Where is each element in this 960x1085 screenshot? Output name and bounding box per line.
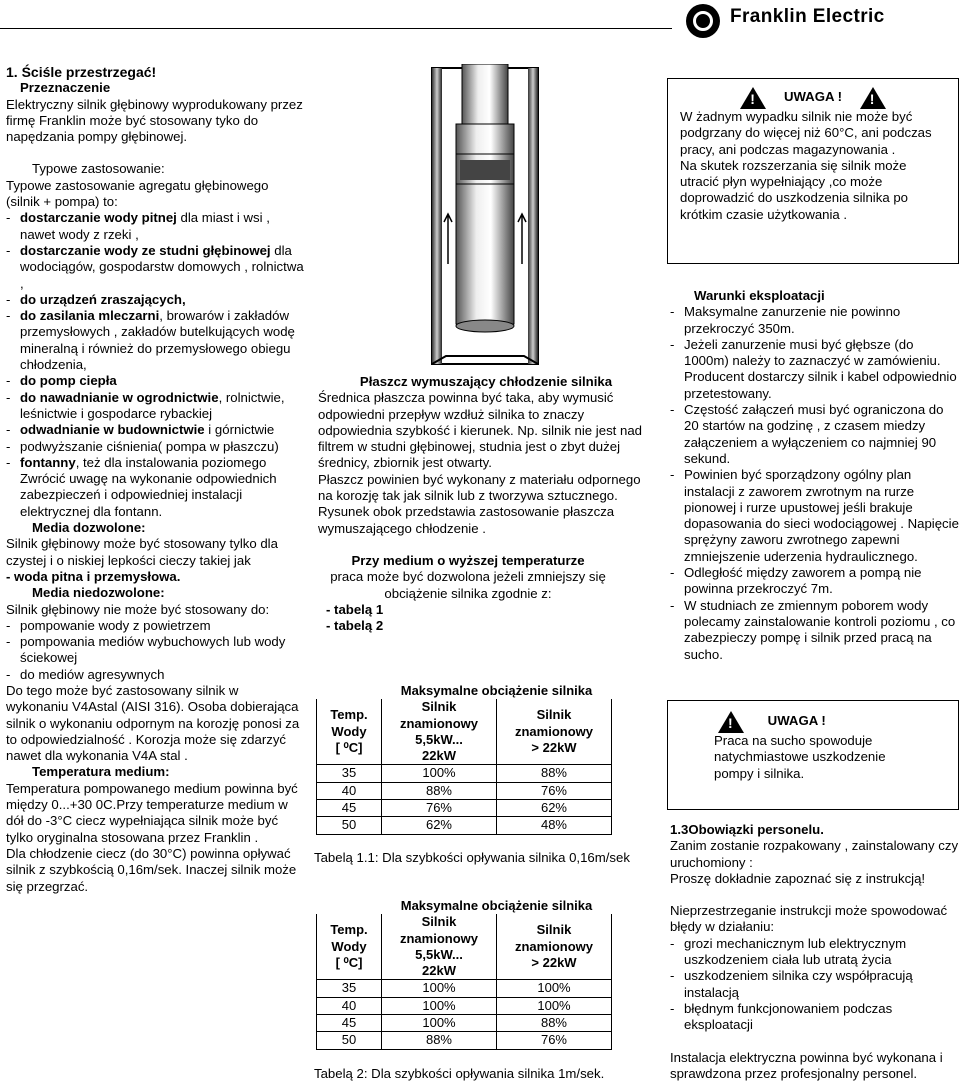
table-1-unit-label: [ ⁰C] [335, 740, 363, 756]
table-cell: 100% [382, 765, 497, 782]
table-cell: 35 [317, 980, 382, 997]
table-2 [316, 898, 612, 1050]
warunki-title: Warunki eksploatacji [694, 288, 825, 303]
personnel-section [670, 822, 960, 1082]
table-2-caption: Tabelą 2: Dla szybkości opływania silnika 1m/sek. [314, 1066, 605, 1081]
warning-box-dry-run [667, 700, 959, 810]
bledy-list [670, 936, 960, 1034]
table-row [317, 817, 612, 834]
table-row [317, 1015, 612, 1032]
table-1-col2-b: znamionowy [399, 715, 478, 731]
dozwolone-bold: - woda pitna i przemysłowa. [6, 568, 181, 584]
column-right [670, 288, 960, 663]
table-cell: 62% [496, 800, 611, 817]
list-item: - Powinien być sporządzony ogólny plan instalacji z zaworem zwrotnym na rurze pionowej i rurze upustowej jeśli brakuje dopasowania do sieci wodociągowej . Napięcie sprężyny zaworu zwrotnego zapewni zmniejszenie uderzenia hydraulicznego. [670, 467, 959, 564]
obowiazki-text-2: Proszę dokładnie zapoznać się z instrukcją! [670, 870, 926, 886]
table-cell: 50 [317, 817, 382, 834]
list-item: - pompowanie wody z powietrzem [6, 617, 211, 633]
warning-title: UWAGA ! [783, 89, 843, 105]
table-1-col2-d: 22kW [422, 748, 456, 764]
niedozwolone-list [6, 618, 304, 683]
table-cell: 45 [317, 800, 382, 817]
table-cell: 62% [382, 817, 497, 834]
tab2-ref: - tabelą 2 [326, 618, 384, 634]
table-2-col3-b: znamionowy [514, 938, 593, 954]
table-cell: 100% [382, 997, 497, 1014]
table-2-col2-c: 5,5kW... [415, 946, 463, 962]
uses-list [6, 210, 304, 471]
franklin-electric-logo [686, 4, 958, 40]
warning-icon: ! [740, 87, 766, 109]
table-cell: 48% [496, 817, 611, 834]
shroud-text-3: Rysunek obok przedstawia zastosowanie płaszcza wymuszającego chłodzenie . [318, 504, 615, 536]
table-cell: 88% [496, 765, 611, 782]
table-row [317, 997, 612, 1014]
list-item: - błędnym funkcjonowaniem podczas eksploatacji [670, 1000, 893, 1033]
table-1-col2-a: Silnik [421, 699, 457, 715]
warning-box-heat [667, 78, 959, 264]
shroud-text-2: Płaszcz powinien być wykonany z materiału odpornego na korozję tak jak silnik lub z tworzywa sztucznego. [318, 471, 641, 504]
column-left [6, 64, 304, 895]
table-2-header-max: Maksymalne obciążenie silnika [400, 898, 593, 913]
dozwolone-text: Silnik głębinowy może być stosowany tylko dla czystej i o niskiej lepkości cieczy takiej jak [6, 536, 278, 568]
list-item: - dostarczanie wody pitnej dla miast i wsi , nawet wody z rzeki , [6, 210, 270, 242]
shroud-title: Płaszcz wymuszający chłodzenie silnika [359, 374, 613, 389]
table-1-water-label: Wody [331, 723, 367, 739]
logo-text: Franklin Electric [730, 6, 885, 27]
table-1-col2-c: 5,5kW... [415, 731, 463, 747]
table-cell: 88% [382, 782, 497, 799]
table-1-temp-label: Temp. [330, 707, 368, 723]
list-item: - do nawadnianie w ogrodnictwie, rolnictwie, leśnictwie i gospodarce rybackiej [6, 389, 285, 421]
niedozwolone-intro: Silnik głębinowy nie może być stosowany do: [6, 601, 270, 617]
przeznaczenie-title: Przeznaczenie [20, 80, 111, 96]
list-item: - do urządzeń zraszających, [6, 291, 186, 307]
table-2-col2-d: 22kW [422, 963, 456, 979]
table-cell: 100% [382, 980, 497, 997]
table-cell: 50 [317, 1032, 382, 1049]
warning-text-2: Na skutek rozszerzania się silnik może utracić płyn wypełniający ,co może doprowadzić do uszkodzenia silnika po krótkim czasie użytkowania . [680, 157, 908, 222]
table-cell: 35 [317, 765, 382, 782]
table-row [317, 800, 612, 817]
table-row [317, 765, 612, 782]
table-cell: 100% [382, 1015, 497, 1032]
temp-title: Temperatura medium: [32, 764, 170, 780]
table-row [317, 782, 612, 799]
obowiazki-title: 1.3Obowiązki personelu. [670, 822, 824, 837]
przeznaczenie-text: Elektryczny silnik głębinowy wyprodukowany przez firmę Franklin może być stosowany tyko do napędzania pompy głębinowej. [6, 96, 303, 145]
bledy-intro: Nieprzestrzeganie instrukcji może spowodować błędy w działaniu: [670, 903, 948, 935]
table-1-caption: Tabelą 1.1: Dla szybkości opływania silnika 0,16m/sek [314, 850, 630, 865]
table-cell: 100% [496, 980, 611, 997]
temp-text: Temperatura pompowanego medium powinna być między 0...+30 0C.Przy temperaturze medium w dół do -3°C ciecz wypełniająca silnik może być tylko oryginalna stosowana przez Franklin . [6, 780, 298, 845]
table-cell: 76% [496, 1032, 611, 1049]
typowe-intro: Typowe zastosowanie agregatu głębinowego (silnik + pompa) to: [6, 177, 269, 210]
column-middle [318, 374, 654, 634]
table-2-water-label: Wody [331, 938, 367, 954]
table-cell: 45 [317, 1015, 382, 1032]
list-item: - Maksymalne zanurzenie nie powinno przekroczyć 350m. [670, 304, 901, 336]
logo-mark-icon [686, 4, 720, 38]
table-cell: 76% [496, 782, 611, 799]
list-item: - Częstość załączeń musi być ograniczona do 20 startów na godzinę , z czasem miedzy załączeniem a wyłączeniem co najmniej 90 sekund. [670, 402, 944, 466]
table-row [317, 1032, 612, 1049]
warning-title: UWAGA ! [767, 713, 826, 729]
table-1-col3-b: znamionowy [514, 723, 593, 739]
table-1-col3-c: > 22kW [531, 740, 577, 756]
table-cell: 100% [496, 997, 611, 1014]
warning-icon: ! [718, 711, 744, 733]
list-item: - dostarczanie wody ze studni głębinowej dla wodociągów, gospodarstw domowych , rolnictwa , [6, 242, 304, 291]
warning-icon: ! [860, 87, 886, 109]
list-item: - do pomp ciepła [6, 373, 117, 389]
table-2-col3-c: > 22kW [531, 955, 577, 971]
table-cell: 88% [382, 1032, 497, 1049]
hightemp-text: praca może być dozwolona jeżeli zmniejszy się obciążenie silnika zgodnie z: [330, 569, 606, 601]
list-item: - fontanny, też dla instalowania poziomego [6, 454, 267, 470]
table-2-col2-b: znamionowy [399, 930, 478, 946]
table-1-header-max: Maksymalne obciążenie silnika [400, 683, 593, 698]
niedozwolone-title: Media niedozwolone: [32, 585, 165, 601]
list-item: - uszkodzeniem silnika czy współpracują instalacją [670, 968, 913, 1000]
warunki-list [670, 304, 960, 663]
v4a-text: Do tego może być zastosowany silnik w wykonaniu V4Astal (AISI 316). Osoba dobierająca silnik o wykonaniu odpornym na korozję ponosi za to odpowiedzialność . Korozja może się zdarzyć nawet dla wykonania V4A stal . [6, 682, 300, 764]
table-cell: 88% [496, 1015, 611, 1032]
list-item: - do zasilania mleczarni, browarów i zakładów przemysłowych , zakładów butelkujących wodę mineralną i również do przemysłowego obiegu chłodzenia, [6, 308, 295, 373]
fontanny-note: Zwrócić uwagę na wykonanie odpowiednich zabezpieczeń i odpowiedniej instalacji elektrycznej dla fontann. [20, 471, 277, 519]
header-rule [0, 28, 672, 29]
table-1-col3-a: Silnik [536, 707, 572, 723]
table-2-col3-a: Silnik [536, 922, 572, 938]
table-2-unit-label: [ ⁰C] [335, 955, 363, 971]
shroud-text: Średnica płaszcza powinna być taka, aby wymusić odpowiedni przepływ wzdłuż silnika to znaczy odpowiednia szybkość i kierunek. Np. silnik nie jest nad filtrem w studni głębinowej, studnia jest o zbyt dużej średnicy, zbiornik jest otwarty. [318, 390, 642, 471]
list-item: - Odległość między zaworem a pompą nie powinna przekroczyć 7m. [670, 565, 922, 597]
warning-text: W żadnym wypadku silnik nie może być podgrzany do więcej niż 60°C, ani podczas pracy, ani podczas magazynowania . [680, 109, 932, 157]
dozwolone-title: Media dozwolone: [32, 520, 146, 536]
shroud-illustration [426, 64, 544, 370]
section-heading: 1. Ściśle przestrzegać! [6, 64, 157, 80]
list-item: - grozi mechanicznym lub elektrycznym uszkodzeniem ciała lub utratą życia [670, 935, 907, 968]
table-cell: 40 [317, 782, 382, 799]
obowiazki-text: Zanim zostanie rozpakowany , zainstalowany czy uruchomiony : [670, 838, 959, 870]
list-item: - pompowania mediów wybuchowych lub wody ściekowej [6, 634, 286, 666]
list-item: - W studniach ze zmiennym poborem wody polecamy zainstalowanie kontroli poziomu , co zabezpieczy pompę i silnik przed pracą na sucho. [670, 597, 956, 662]
final-text: Instalacja elektryczna powinna być wykonana i sprawdzona przez profesjonalny personel. [670, 1049, 943, 1081]
table-2-temp-label: Temp. [330, 922, 368, 938]
list-item: - odwadnianie w budownictwie i górnictwie [6, 422, 275, 438]
table-cell: 76% [382, 800, 497, 817]
table-1 [316, 683, 612, 835]
list-item: - podwyższanie ciśnienia( pompa w płaszczu) [6, 438, 279, 454]
tab1-ref: - tabelą 1 [326, 601, 384, 617]
hightemp-title: Przy medium o wyższej temperaturze [351, 552, 585, 568]
table-2-col2-a: Silnik [421, 914, 457, 930]
typowe-title: Typowe zastosowanie: [32, 161, 165, 177]
list-item: - do mediów agresywnych [6, 666, 165, 682]
warning-text: Praca na sucho spowoduje natychmiastowe uszkodzenie pompy i silnika. [714, 733, 886, 781]
cool-text: Dla chłodzenie ciecz (do 30°C) powinna opływać silnik z szybkością 0,16m/sek. Inaczej silnik może się przegrzać. [6, 845, 297, 894]
list-item: - Jeżeli zanurzenie musi być głębsze (do 1000m) należy to zaznaczyć w zamówieniu. Producent dostarczy silnik i kabel odpowiednio przetestowany. [670, 336, 957, 401]
table-row [317, 980, 612, 997]
table-cell: 40 [317, 997, 382, 1014]
